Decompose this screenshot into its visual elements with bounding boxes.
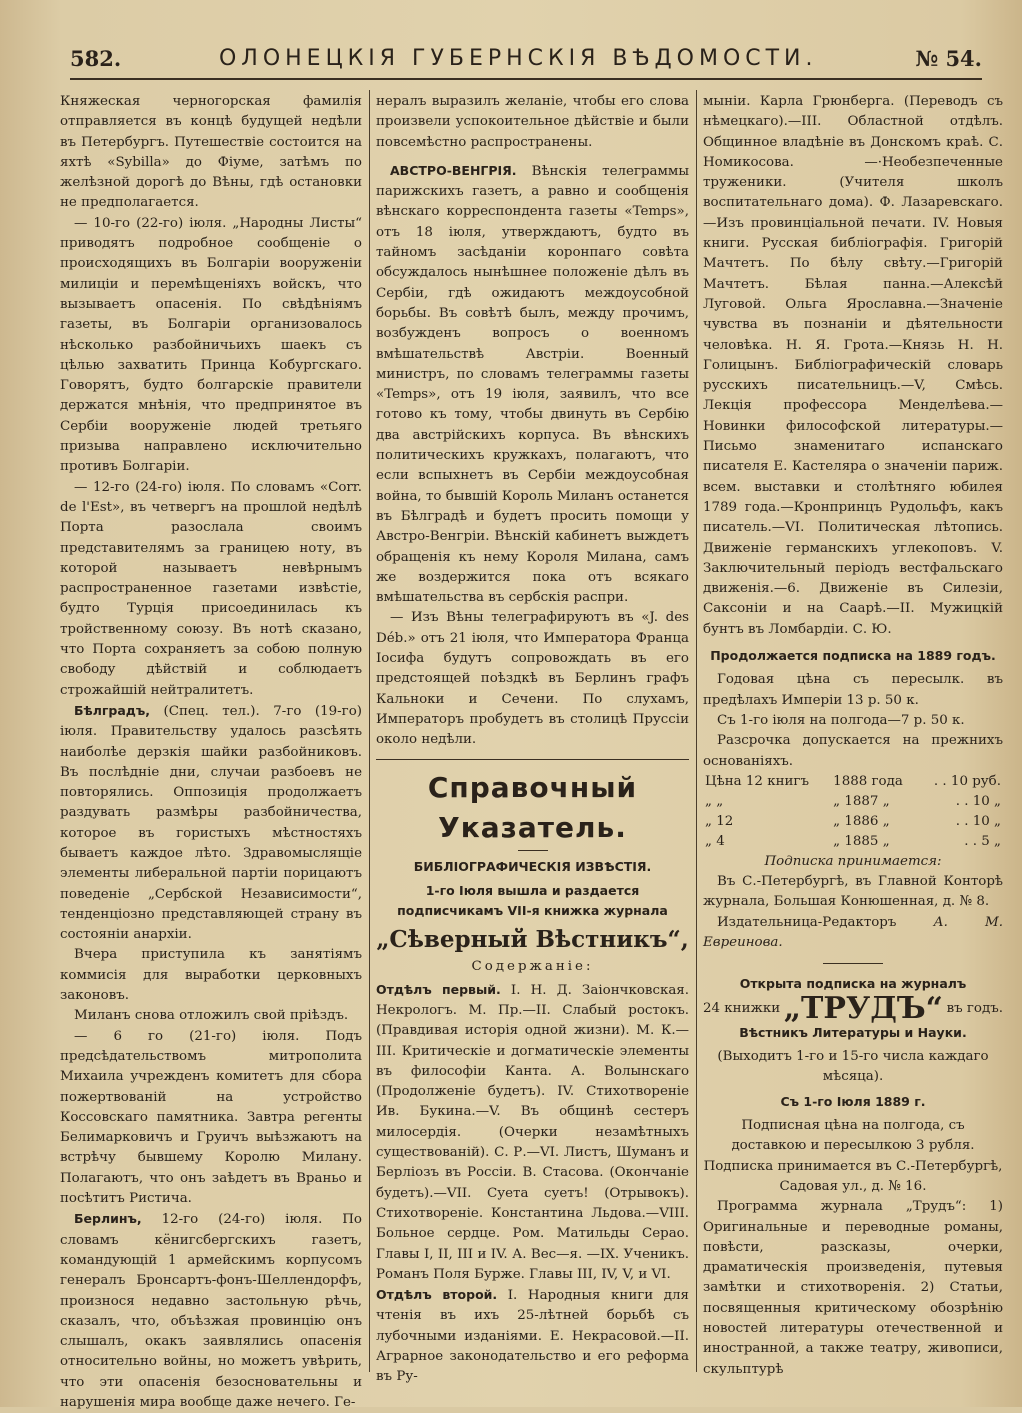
price-table — [703, 772, 1003, 852]
dateline-belgrade: Бѣлградъ, — [74, 702, 151, 718]
article-montenegro: Княжеская черногорская фамилія отправляется въ концѣ будущей недѣли въ Петербургъ. Путешествіе состоится на яхтѣ «Sybilla» до Фіуме, затѣмъ по желѣзной дорогѣ до Вѣны, гдѣ остановки не предполагается. — [60, 94, 362, 211]
trud-open: Открыта подписка на журналъ — [739, 976, 967, 992]
article-austria — [376, 161, 689, 609]
price-cell: „ 1887 „ — [833, 793, 890, 809]
article-berlin-cont: нералъ выразилъ желаніе, чтобы его слова произвели успокоительное дѣйствіе и были повсемѣстно распространены. — [376, 94, 689, 150]
price-cell: . . 10 руб. — [933, 773, 1001, 789]
trud-title-row — [703, 990, 1003, 1026]
page-header — [70, 38, 982, 80]
article-turkey-note: — 12-го (24-го) іюля. По словамъ «Corr. de l'Est», въ четвергъ на прошлой недѣлѣ Порта разослала своимъ представителямъ за границею ноту, въ которой называетъ невѣрнымъ распространенное газетами извѣстіе, будто Турція присоединилась къ тройственному союзу. Въ нотѣ сказано, что Порта сохраняетъ за собою полную свободу дѣйствій и соблюдаетъ строжайшій нейтралитетъ. — [60, 479, 362, 698]
price-cell: „ „ — [705, 793, 724, 809]
price-installment: Разсрочка допускается на прежнихъ основаніяхъ. — [703, 733, 1003, 769]
price-row — [703, 772, 1003, 792]
trud-name: „ТРУДЪ“ — [783, 990, 943, 1026]
journal-title: „Сѣверный Вѣстникъ“, — [376, 926, 689, 954]
article-belgrade — [60, 701, 362, 946]
trud-program: Программа журнала „Трудъ“: 1) Оригинальные и переводные романы, повѣсти, разсказы, очерки, драматическія произведенія, путевыя замѣтки и стихотворенія. 2) Статьи, посвященныя критическому обозрѣнію новостей литературы отечественной и иностранной, а также театру, живописи, скульптурѣ — [703, 1199, 1003, 1377]
column-divider-1 — [369, 90, 370, 1372]
publisher-line — [703, 913, 1003, 954]
article-bulgaria: — 10-го (22-го) іюля. „Народны Листы“ приводятъ подробное сообщеніе о происходящихъ въ Болгаріи вооруженіи милиціи и перемѣщеніяхъ войскъ, что вызываетъ опасенія. По свѣдѣніямъ газеты, въ Болгаріи организовалось нѣсколько разбойничьихъ шаекъ съ цѣлью захватить Принца Кобургскаго. Говорятъ, будто болгарскіе правители держатся мнѣнія, что предпринятое въ Сербіи вооруженіе людей третьяго призыва направлено исключительно противъ Болгаріи. — [60, 215, 362, 475]
article-austria-text: Вѣнскія телеграммы парижскихъ газетъ, а равно и сообщенія вѣнскаго корреспондента газеты «Temps», отъ 18 іюля, утверждаютъ, будто въ тайномъ засѣданіи коронпаго совѣта обсуждалось нынѣшнее положеніе дѣлъ въ Сербіи, гдѣ ожидаютъ междоусобной борьбы. Въ совѣтѣ былъ, между прочимъ, возбужденъ вопросъ о военномъ вмѣшательствѣ Австріи. Военный министръ, по словамъ телеграммы газеты «Temps», отъ 19 іюля, заявилъ, что все готово къ тому, чтобы двинуть въ Сербію два австрійскихъ корпуса. Въ вѣнскихъ политическихъ кружкахъ, полагаютъ, что если вспыхнетъ въ Сербіи междоусобная война, то бывшій Король Миланъ останется въ Бѣлградѣ и будетъ просить помощи у Австро-Венгріи. Вѣнскій кабинетъ выждетъ обращенія къ нему Короля Милана, самъ же воздержится пока отъ всякаго вмѣшательства въ сербскія распри. — [376, 163, 689, 606]
price-cell: 1888 года — [833, 773, 903, 789]
price-cell: „ 1885 „ — [833, 833, 890, 849]
column-3 — [703, 92, 1003, 1387]
contents-label: Содержаніе: — [471, 959, 594, 975]
article-commission: Вчера приступила къ занятіямъ коммисія для выработки церковныхъ законовъ. — [60, 947, 362, 1004]
price-halfyear: Съ 1-го іюля на полгода—7 р. 50 к. — [717, 712, 965, 728]
contents-part-1-label: Отдѣлъ первый. — [376, 981, 501, 997]
newspaper-title: ОЛОНЕЦКІЯ ГУБЕРНСКІЯ ВѢДОМОСТИ. — [218, 45, 818, 71]
trud-accept: Подписка принимается въ С.-Петербургѣ, Садовая ул., д. № 16. — [703, 1158, 1003, 1194]
column-divider-2 — [696, 90, 697, 1372]
price-cell: Цѣна 12 книгъ — [705, 773, 809, 789]
price-row — [703, 792, 1003, 812]
article-vienna: — Изъ Вѣны телеграфируютъ въ «J. des Déb.» отъ 21 іюля, что Императора Франца Іосифа будутъ сопровождать въ его предстоящей поѣздкѣ въ Берлинъ графъ Кальноки и Сечени. По слухамъ, Императоръ пробудетъ въ столицѣ Пруссіи около недѣли. — [376, 610, 689, 748]
page-number: 582. — [70, 45, 122, 71]
publisher-label: Издательница-Редакторъ — [717, 914, 897, 930]
biblio-intro: 1-го Іюля вышла и раздается подписчикамъ VII-я книжка журнала — [397, 882, 668, 919]
accept-label: Подписка принимается: — [764, 853, 942, 869]
issue-number: № 54. — [915, 45, 982, 71]
ad-rule — [823, 963, 883, 964]
article-committee: — 6 го (21-го) іюля. Подъ предсѣдательствомъ митрополита Михаила учрежденъ комитетъ для сбора пожертвованій на устройство Коссовскаго памятника. Завтра регенты Белимарковичъ и Груичъ выѣзжаютъ на встрѣчу бывшему Королю Милану. Полагаютъ, что онъ заѣдетъ въ Враньо и посѣтитъ Ристича. — [60, 1028, 362, 1207]
price-annual: Годовая цѣна съ пересылк. въ предѣлахъ Имперіи 13 р. 50 к. — [703, 672, 1003, 708]
price-row — [703, 832, 1003, 852]
column-2 — [376, 92, 689, 1387]
section-title: Справочный Указатель. — [427, 770, 638, 844]
contents-part-2-text: I. Народныя книги для чтенія въ ихъ 25-лѣтней борьбѣ съ лубочными изданіями. Е. Некрасовой.—II. Аграрное законодательство и его реформа въ Ру- — [376, 1288, 689, 1385]
column-1 — [60, 92, 362, 1410]
price-row — [703, 812, 1003, 832]
heading-austria-hungary: АВСТРО-ВЕНГРІЯ. — [390, 162, 517, 178]
title-rule — [518, 850, 548, 851]
article-belgrade-text: (Спец. тел.). 7-го (19-го) іюля. Правительству удалось разсѣять наиболѣе дерзкія шайки разбойниковъ. Въ послѣдніе дни, случаи разбоевъ не повторялись. Оппозиція продолжаетъ раздувать размѣры разбойничества, которое въ гористыхъ мѣстностяхъ бываетъ каждое лѣто. Здравомыслящіе элементы либеральной партіи порицаютъ поведеніе „Сербской Независимости“, тенденціозно представляющей страну въ состояніи анархіи. — [60, 703, 362, 943]
trud-subtitle: Вѣстникъ Литературы и Науки. — [739, 1024, 967, 1040]
price-cell: . . 5 „ — [964, 833, 1001, 849]
article-berlin-text: 12-го (24-го) іюля. По словамъ кёнигсбергскихъ газетъ, командующій 1 армейскимъ корпусомъ генералъ Бронсартъ-фонъ-Шеллендорфъ, произнося недавно застольную рѣчь, сказалъ, что, объѣзжая провинцію онъ слышалъ, окакъ заявлялись опасенія относительно войны, но можетъ увѣрить, что эти опасенія безосновательны и нарушенія мира вообще даже нечего. Ге- — [60, 1212, 362, 1410]
price-cell: . . 10 „ — [955, 793, 1001, 809]
accept-address: Въ С.-Петербургѣ, въ Главной Конторѣ журнала, Большая Конюшенная, д. № 8. — [703, 874, 1003, 910]
trud-from: Съ 1-го Іюля 1889 г. — [780, 1093, 926, 1109]
contents-cont: мыніи. Карла Грюнберга. (Переводъ съ нѣмецкаго).—III. Областной отдѣлъ. Общинное владѣніе въ Донскомъ краѣ. С. Номикосова. —·Необезпеченные труженики. (Учителя школъ воспитательнаго дома). Ф. Лазаревскаго.—Изъ провинціальной печати. IV. Новыя книги. Русская библіографія. Григорій Мачтетъ. По бѣлу свѣту.—Григорій Мачтетъ. Бѣлая панна.—Алексѣй Луговой. Ольга Ярославна.—Значеніе чувства въ познаніи и дѣятельности человѣка. Н. Я. Грота.—Князь Н. Н. Голицынъ. Библіографическій словарь русскихъ писательницъ.—V, Смѣсь. Лекція профессора Менделѣева.—Новинки философской литературы.—Письмо знаменитаго испанскаго писателя Е. Кастеляра о значеніи париж. всем. выставки и столѣтняго юбилея 1789 года.—Кронпринцъ Рудольфъ, какъ писатель.—VI. Политическая лѣтопись. Движеніе германскихъ углекоповъ. V. Заключительный періодъ вестфальскаго движенія.—6. Движеніе въ Силезіи, Саксоніи и на Саарѣ.—II. Мужицкій бунтъ въ Ломбардіи. С. Ю. — [703, 94, 1003, 637]
trud-year: въ годъ. — [946, 1000, 1003, 1016]
article-berlin — [60, 1209, 362, 1413]
section-rule — [376, 759, 689, 760]
trud-books: 24 книжки — [703, 1000, 781, 1016]
contents-part-2-label: Отдѣлъ второй. — [376, 1287, 498, 1303]
subscription-heading: Продолжается подписка на 1889 годъ. — [710, 648, 996, 664]
price-cell: „ 12 — [705, 813, 734, 829]
contents-part-2 — [376, 1285, 689, 1387]
contents-part-1 — [376, 980, 689, 1285]
price-cell: „ 4 — [705, 833, 725, 849]
contents-part-1-text: I. Н. Д. Заіончковская. Некрологъ. М. Пр.—II. Слабый ростокъ. (Правдивая исторія одной жизни). М. К.—III. Критическіе и догматическіе элементы въ философіи Канта. А. Волынскаго (Продолженіе будетъ). IV. Стихотвореніе Ив. Букина.—V. Въ общинѣ сестеръ милосердія. (Очерки незамѣтныхъ существованій). С. Р.—VI. Листъ, Шуманъ и Берліозъ въ Россіи. В. Стасова. (Окончаніе будетъ).—VII. Суета суетъ! (Отрывокъ). Стихотвореніе. Константина Льдова.—VIII. Больное сердце. Ром. Матильды Серао. Главы I, II, III и IV. А. Вес—я. —IX. Ученикъ. Романъ Поля Бурже. Главы III, IV, V, и VI. — [376, 982, 690, 1282]
trud-frequency: (Выходитъ 1-го и 15-го числа каждаго мѣсяца). — [717, 1049, 989, 1085]
article-milan: Миланъ снова отложилъ свой пріѣздъ. — [74, 1008, 349, 1024]
trud-price: Подписная цѣна на полгода, съ доставкою и пересылкою 3 рубля. — [731, 1118, 975, 1154]
price-cell: „ 1886 „ — [833, 813, 890, 829]
dateline-berlin: Берлинъ, — [74, 1211, 142, 1227]
price-cell: . . 10 „ — [955, 813, 1001, 829]
biblio-heading: БИБЛІОГРАФИЧЕСКІЯ ИЗВѢСТІЯ. — [413, 858, 652, 874]
publisher-name: А. М. Евреинова. — [703, 914, 1003, 950]
